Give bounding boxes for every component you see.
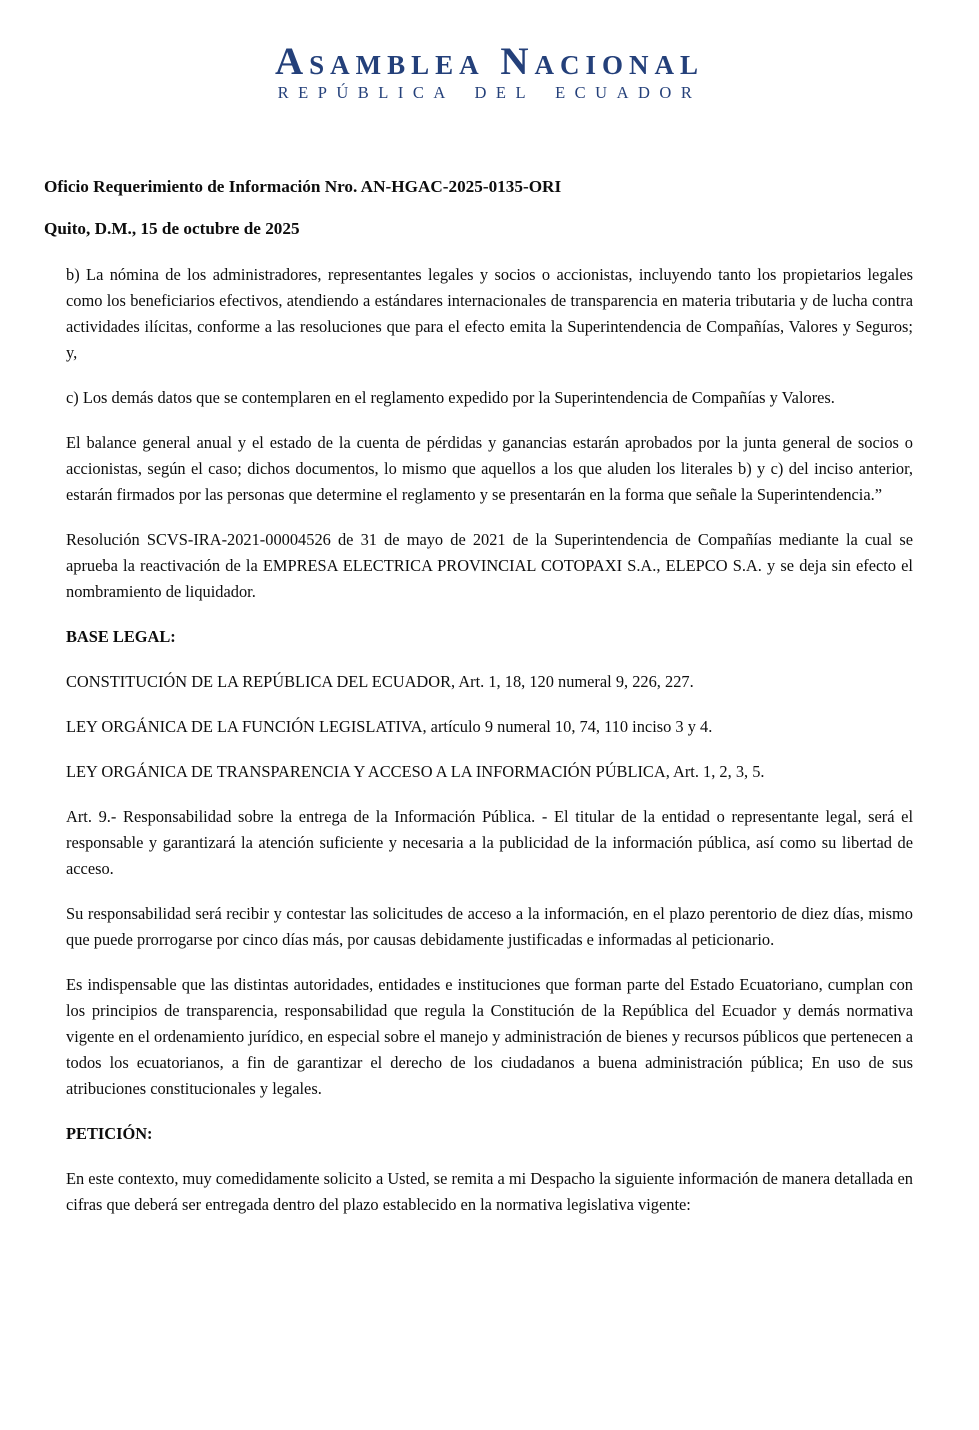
paragraph-art-9: Art. 9.- Responsabilidad sobre la entrega de la Información Pública. - El titular de la entidad o representante legal, será el responsable y garantizará la atención suficiente y necesaria a la publicidad de la información pública, así como su libertad de acceso. xyxy=(66,806,913,878)
letterhead-title: Asamblea Nacional xyxy=(274,40,705,83)
paragraph-ley-transparencia: LEY ORGÁNICA DE TRANSPARENCIA Y ACCESO A LA INFORMACIÓN PÚBLICA, Art. 1, 2, 3, 5. xyxy=(66,761,765,781)
letterhead-subtitle: REPÚBLICA DEL ECUADOR xyxy=(277,83,702,102)
paragraph-responsabilidad: Su responsabilidad será recibir y contestar las solicitudes de acceso a la información, en el plazo perentorio de diez días, mismo que puede prorrogarse por cinco días más, por causas debidamente justificadas e informadas al peticionario. xyxy=(66,903,913,949)
paragraph-literal-b: b) La nómina de los administradores, representantes legales y socios o accionistas, incluyendo tanto los propietarios legales como los beneficiarios efectivos, atendiendo a estándares internacionales de transparencia en materia tributaria y de lucha contra actividades ilícitas, conforme a las resoluciones que para el efecto emita la Superintendencia de Compañías, Valores y Seguros; y, xyxy=(66,264,913,362)
place-date-line: Quito, D.M., 15 de octubre de 2025 xyxy=(44,218,300,238)
paragraph-literal-c: c) Los demás datos que se contemplaren en el reglamento expedido por la Superintendencia de Compañías y Valores. xyxy=(66,387,835,407)
paragraph-indispensable: Es indispensable que las distintas autoridades, entidades e instituciones que forman parte del Estado Ecuatoriano, cumplan con los principios de transparencia, responsabilidad que regula la Constitución de la República del Ecuador y demás normativa vigente en el ordenamiento jurídico, en especial sobre el manejo y administración de bienes y recursos públicos que pertenecen a todos los ecuatorianos, a fin de garantizar el derecho de los ciudadanos a buena administración pública; En uso de sus atribuciones constitucionales y legales. xyxy=(66,974,913,1098)
paragraph-ley-funcion-legislativa: LEY ORGÁNICA DE LA FUNCIÓN LEGISLATIVA, artículo 9 numeral 10, 74, 110 inciso 3 y 4. xyxy=(66,716,713,736)
heading-peticion: PETICIÓN: xyxy=(66,1123,153,1143)
document-meta xyxy=(44,176,935,240)
heading-base-legal: BASE LEGAL: xyxy=(66,626,176,646)
document-body xyxy=(66,262,913,1218)
paragraph-balance: El balance general anual y el estado de la cuenta de pérdidas y ganancias estarán aprobados por la junta general de socios o accionistas, según el caso; dichos documentos, lo mismo que aquellos a los que aluden los literales b) y c) del inciso anterior, estarán firmados por las personas que determine el reglamento y se presentarán en la forma que señale la Superintendencia.” xyxy=(66,432,913,504)
paragraph-constitucion: CONSTITUCIÓN DE LA REPÚBLICA DEL ECUADOR, Art. 1, 18, 120 numeral 9, 226, 227. xyxy=(66,671,694,691)
paragraph-resolucion: Resolución SCVS-IRA-2021-00004526 de 31 de mayo de 2021 de la Superintendencia de Compañías mediante la cual se aprueba la reactivación de la EMPRESA ELECTRICA PROVINCIAL COTOPAXI S.A., ELEPCO S.A. y se deja sin efecto el nombramiento de liquidador. xyxy=(66,529,913,601)
letterhead-logo xyxy=(0,0,979,102)
paragraph-peticion-intro: En este contexto, muy comedidamente solicito a Usted, se remita a mi Despacho la siguiente información de manera detallada en cifras que deberá ser entregada dentro del plazo establecido en la normativa legislativa vigente: xyxy=(66,1168,914,1214)
oficio-reference: Oficio Requerimiento de Información Nro. AN-HGAC-2025-0135-ORI xyxy=(44,176,562,196)
